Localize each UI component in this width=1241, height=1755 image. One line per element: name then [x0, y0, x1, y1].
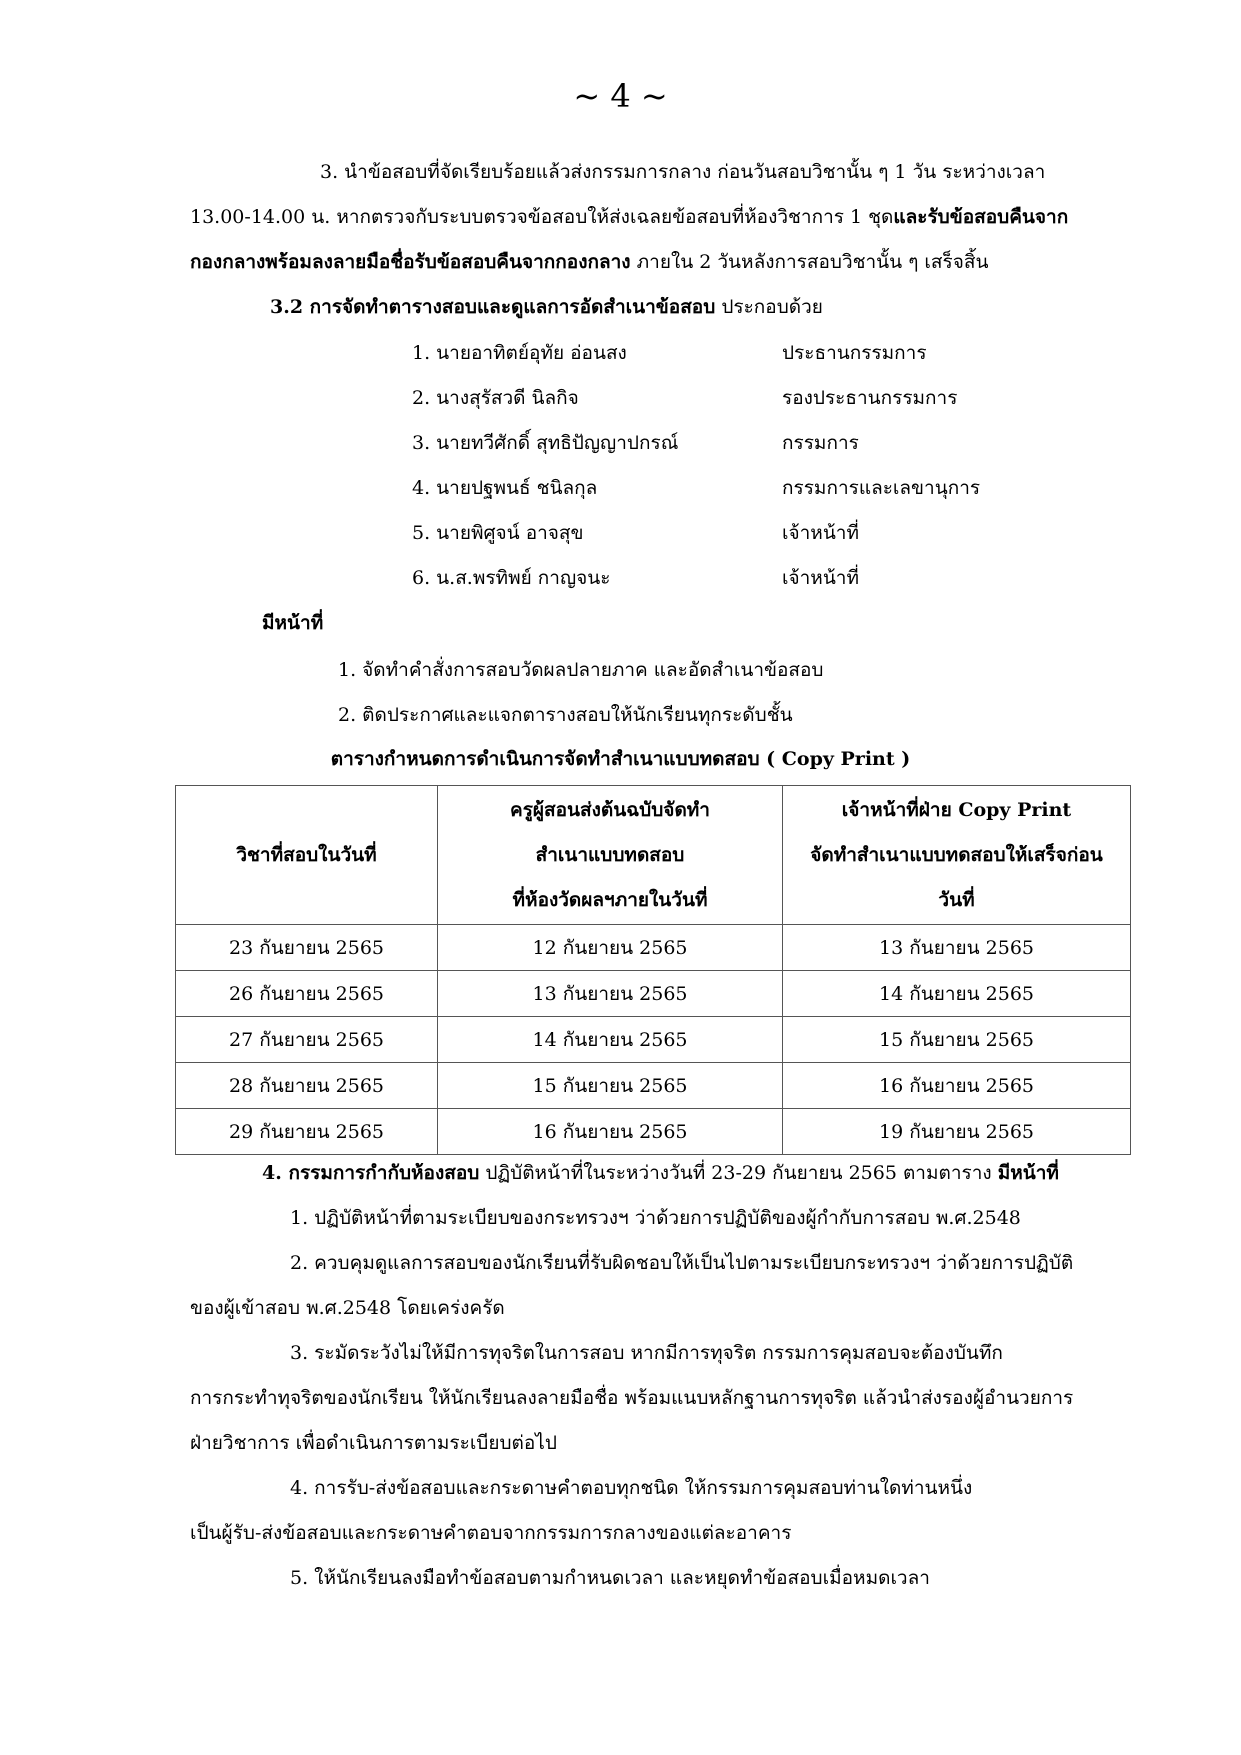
- table-cell: 15 กันยายน 2565: [438, 1063, 783, 1109]
- para-3-line-2-normal: 13.00-14.00 น. หากตรวจกับระบบตรวจข้อสอบให้ส่งเฉลยข้อสอบที่ห้องวิชาการ 1 ชุด: [190, 206, 894, 228]
- copy-print-schedule-table: [175, 785, 1131, 1155]
- section-4-item-5: 5. ให้นักเรียนลงมือทำข้อสอบตามกำหนดเวลา และหยุดทำข้อสอบเมื่อหมดเวลา: [290, 1567, 930, 1589]
- header-teacher-line-1: ครูผู้สอนส่งต้นฉบับจัดทำ: [510, 798, 710, 821]
- section-3-2-heading-bold: 3.2 การจัดทำตารางสอบและดูแลการอัดสำเนาข้อสอบ: [270, 296, 716, 318]
- duties-heading: มีหน้าที่: [262, 612, 324, 634]
- member-role-2: รองประธานกรรมการ: [782, 387, 958, 409]
- para-3-line-3-bold: กองกลางพร้อมลงลายมือชื่อรับข้อสอบคืนจากกองกลาง: [190, 251, 631, 273]
- section-4-item-4-line-1: 4. การรับ-ส่งข้อสอบและกระดาษคำตอบทุกชนิด ให้กรรมการคุมสอบท่านใดท่านหนึ่ง: [290, 1477, 973, 1499]
- header-teacher-submit: [438, 786, 783, 925]
- table-cell: 13 กันยายน 2565: [438, 971, 783, 1017]
- table-header-row: [176, 786, 1131, 925]
- table-cell: 23 กันยายน 2565: [176, 925, 438, 971]
- page-number: ~ 4 ~: [573, 77, 668, 115]
- member-name-3: 3. นายทวีศักดิ์ สุทธิปัญญาปกรณ์: [412, 432, 679, 454]
- section-4-heading-bold: 4. กรรมการกำกับห้องสอบ: [262, 1162, 480, 1184]
- member-role-4: กรรมการและเลขานุการ: [782, 477, 981, 499]
- duty-item-2: 2. ติดประกาศและแจกตารางสอบให้นักเรียนทุกระดับชั้น: [338, 704, 793, 726]
- section-3-2-heading: [270, 298, 823, 317]
- table-cell: 28 กันยายน 2565: [176, 1063, 438, 1109]
- section-4-heading-normal: ปฏิบัติหน้าที่ในระหว่างวันที่ 23-29 กันยายน 2565 ตามตาราง: [479, 1162, 998, 1184]
- member-name-1: 1. นายอาทิตย์อุทัย อ่อนสง: [412, 342, 627, 364]
- section-4-item-3-line-3: ฝ่ายวิชาการ เพื่อดำเนินการตามระเบียบต่อไป: [190, 1432, 557, 1454]
- table-cell: 15 กันยายน 2565: [783, 1017, 1131, 1063]
- table-cell: 13 กันยายน 2565: [783, 925, 1131, 971]
- section-3-2-heading-normal: ประกอบด้วย: [715, 296, 823, 318]
- section-4-item-4-line-2: เป็นผู้รับ-ส่งข้อสอบและกระดาษคำตอบจากกรรมการกลางของแต่ละอาคาร: [190, 1522, 792, 1544]
- table-caption: ตารางกำหนดการดำเนินการจัดทำสำเนาแบบทดสอบ ( Copy Print ): [330, 748, 911, 770]
- table-cell: 26 กันยายน 2565: [176, 971, 438, 1017]
- header-teacher-line-2: สำเนาแบบทดสอบ: [535, 843, 685, 866]
- member-role-6: เจ้าหน้าที่: [782, 567, 860, 589]
- para-3-line-2: [190, 208, 1068, 227]
- section-4-item-2-line-2: ของผู้เข้าสอบ พ.ศ.2548 โดยเคร่งครัด: [190, 1297, 505, 1319]
- section-4-heading: [262, 1164, 1059, 1183]
- table-row: [176, 1017, 1131, 1063]
- member-name-2: 2. นางสุรัสวดี นิลกิจ: [412, 387, 579, 409]
- member-role-1: ประธานกรรมการ: [782, 342, 927, 364]
- table-cell: 16 กันยายน 2565: [438, 1109, 783, 1155]
- header-staff-line-1: เจ้าหน้าที่ฝ่าย Copy Print: [841, 798, 1072, 821]
- section-4-item-2-line-1: 2. ควบคุมดูแลการสอบของนักเรียนที่รับผิดชอบให้เป็นไปตามระเบียบกระทรวงฯ ว่าด้วยการปฏิบัติ: [290, 1252, 1074, 1274]
- member-role-3: กรรมการ: [782, 432, 859, 454]
- table-cell: 29 กันยายน 2565: [176, 1109, 438, 1155]
- header-staff-line-3: วันที่: [938, 888, 975, 911]
- para-3-line-3-normal: ภายใน 2 วันหลังการสอบวิชานั้น ๆ เสร็จสิ้น: [630, 251, 989, 273]
- para-3-line-3: [190, 253, 988, 272]
- header-copy-print-staff: [783, 786, 1131, 925]
- para-3-line-1: 3. นำข้อสอบที่จัดเรียบร้อยแล้วส่งกรรมการกลาง ก่อนวันสอบวิชานั้น ๆ 1 วัน ระหว่างเวลา: [320, 161, 1046, 183]
- header-staff-line-2: จัดทำสำเนาแบบทดสอบให้เสร็จก่อน: [810, 843, 1103, 866]
- table-cell: 19 กันยายน 2565: [783, 1109, 1131, 1155]
- para-3-line-2-bold: และรับข้อสอบคืนจาก: [893, 206, 1069, 228]
- table-row: [176, 925, 1131, 971]
- table-cell: 14 กันยายน 2565: [783, 971, 1131, 1017]
- section-4-item-3-line-2: การกระทำทุจริตของนักเรียน ให้นักเรียนลงลายมือชื่อ พร้อมแนบหลักฐานการทุจริต แล้วนำส่งรองผู้อำนวยการ: [190, 1387, 1074, 1409]
- table-row: [176, 1063, 1131, 1109]
- section-4-heading-tail: มีหน้าที่: [997, 1162, 1059, 1184]
- table-cell: 12 กันยายน 2565: [438, 925, 783, 971]
- table-row: [176, 971, 1131, 1017]
- duty-item-1: 1. จัดทำคำสั่งการสอบวัดผลปลายภาค และอัดสำเนาข้อสอบ: [338, 659, 824, 681]
- member-name-6: 6. น.ส.พรทิพย์ กาญจนะ: [412, 567, 611, 589]
- member-role-5: เจ้าหน้าที่: [782, 522, 860, 544]
- table-row: [176, 1109, 1131, 1155]
- section-4-item-3-line-1: 3. ระมัดระวังไม่ให้มีการทุจริตในการสอบ หากมีการทุจริต กรรมการคุมสอบจะต้องบันทึก: [290, 1342, 1003, 1364]
- section-4-item-1: 1. ปฏิบัติหน้าที่ตามระเบียบของกระทรวงฯ ว่าด้วยการปฏิบัติของผู้กำกับการสอบ พ.ศ.2548: [290, 1207, 1021, 1229]
- header-exam-date: [176, 786, 438, 925]
- member-name-5: 5. นายพิศูจน์ อาจสุข: [412, 522, 584, 544]
- table-cell: 16 กันยายน 2565: [783, 1063, 1131, 1109]
- table-cell: 27 กันยายน 2565: [176, 1017, 438, 1063]
- table-cell: 14 กันยายน 2565: [438, 1017, 783, 1063]
- member-name-4: 4. นายปฐพนธ์ ชนิลกุล: [412, 477, 598, 499]
- header-exam-date-line-1: วิชาที่สอบในวันที่: [236, 843, 377, 866]
- header-teacher-line-3: ที่ห้องวัดผลฯภายในวันที่: [512, 888, 708, 911]
